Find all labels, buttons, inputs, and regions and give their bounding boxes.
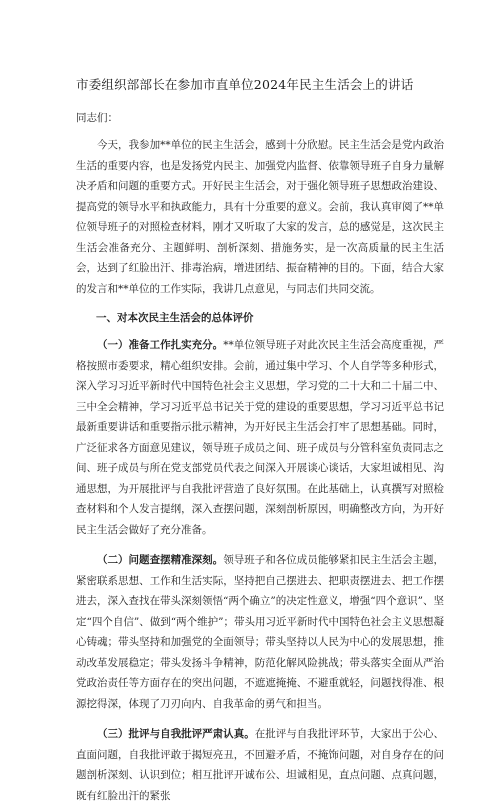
paragraph-1 [76, 335, 444, 540]
paragraph-3 [76, 724, 444, 806]
paragraph-1-heading: （一）准备工作扎实充分。 [97, 339, 224, 351]
paragraph-2 [76, 550, 444, 714]
paragraph-2-heading: （二）问题查摆精准深刻。 [97, 554, 224, 566]
paragraph-3-body: 在批评与自我批评环节，大家出于公心、直面问题，自我批评敢于揭短亮丑，不回避矛盾，不掩饰问题，对自身存在的问题剖析深刻、认识到位；相互批评开诚布公、坦诚相见，直点问题、点真问题，既有红脸出汗的紧张 [76, 728, 444, 802]
paragraph-3-heading: （三）批评与自我批评严肃认真。 [97, 728, 255, 740]
paragraph-2-body: 领导班子和各位成员能够紧扣民主生活会主题，紧密联系思想、工作和生活实际，坚持把自己摆进去、把职责摆进去、把工作摆进去，深入查找在带头深刻领悟“两个确立”的决定性意义，增强“四个意识”、坚定“四个自信”、做到“两个维护”；带头用习近平新时代中国特色社会主义思想凝心铸魂；带头坚持和加强党的全面领导；带头坚持以人民为中心的发展思想，推动改革发展稳定；带头发扬斗争精神，防范化解风险挑战；带头落实全面从严治党政治责任等方面存在的突出问题，不遮遮掩掩、不避重就轻，问题找得准、根源挖得深，体现了刀刃向内、自我革命的勇气和担当。 [76, 554, 444, 710]
intro-paragraph: 今天，我参加**单位的民主生活会，感到十分欣慰。民主生活会是党内政治生活的重要内容，也是发扬党内民主、加强党内监督、依靠领导班子自身力量解决矛盾和问题的重要方式。开好民主生活会，对于强化领导班子思想政治建设、提高党的领导水平和执政能力，具有十分重要的意义。会前，我认真审阅了**单位领导班子的对照检查材料，刚才又听取了大家的发言，总的感觉是，这次民主生活会准备充分、主题鲜明、剖析深刻、措施务实，是一次高质量的民主生活会，达到了红脸出汗、排毒治病，增进团结、振奋精神的目的。下面，结合大家的发言和**单位的工作实际，我讲几点意见，与同志们共同交流。 [76, 139, 444, 295]
paragraph-1-body: **单位领导班子对此次民主生活会高度重视，严格按照市委要求，精心组织安排。会前，通过集中学习、个人自学等多种形式，深入学习习近平新时代中国特色社会主义思想，学习党的二十大和二十届二中、三中全会精神，学习习近平总书记关于党的建设的重要思想，学习习近平总书记最新重要讲话和重要指示批示精神，为开好民主生活会打牢了思想基础。同时，广泛征求各方面意见建议，领导班子成员之间、班子成员与分管科室负责同志之间、班子成员与所在党支部党员代表之间深入开展谈心谈话，大家坦诚相见、沟通思想，为开展批评与自我批评营造了良好氛围。在此基础上，认真撰写对照检查材料和个人发言提纲，深入查摆问题，深刻剖析原因，明确整改方向，为开好民主生活会做好了充分准备。 [76, 339, 444, 536]
greeting: 同志们： [76, 112, 118, 124]
document-title: 市委组织部部长在参加市直单位2024年民主生活会上的讲话 [76, 77, 414, 92]
section-heading: 一、对本次民主生活会的总体评价 [96, 312, 254, 324]
